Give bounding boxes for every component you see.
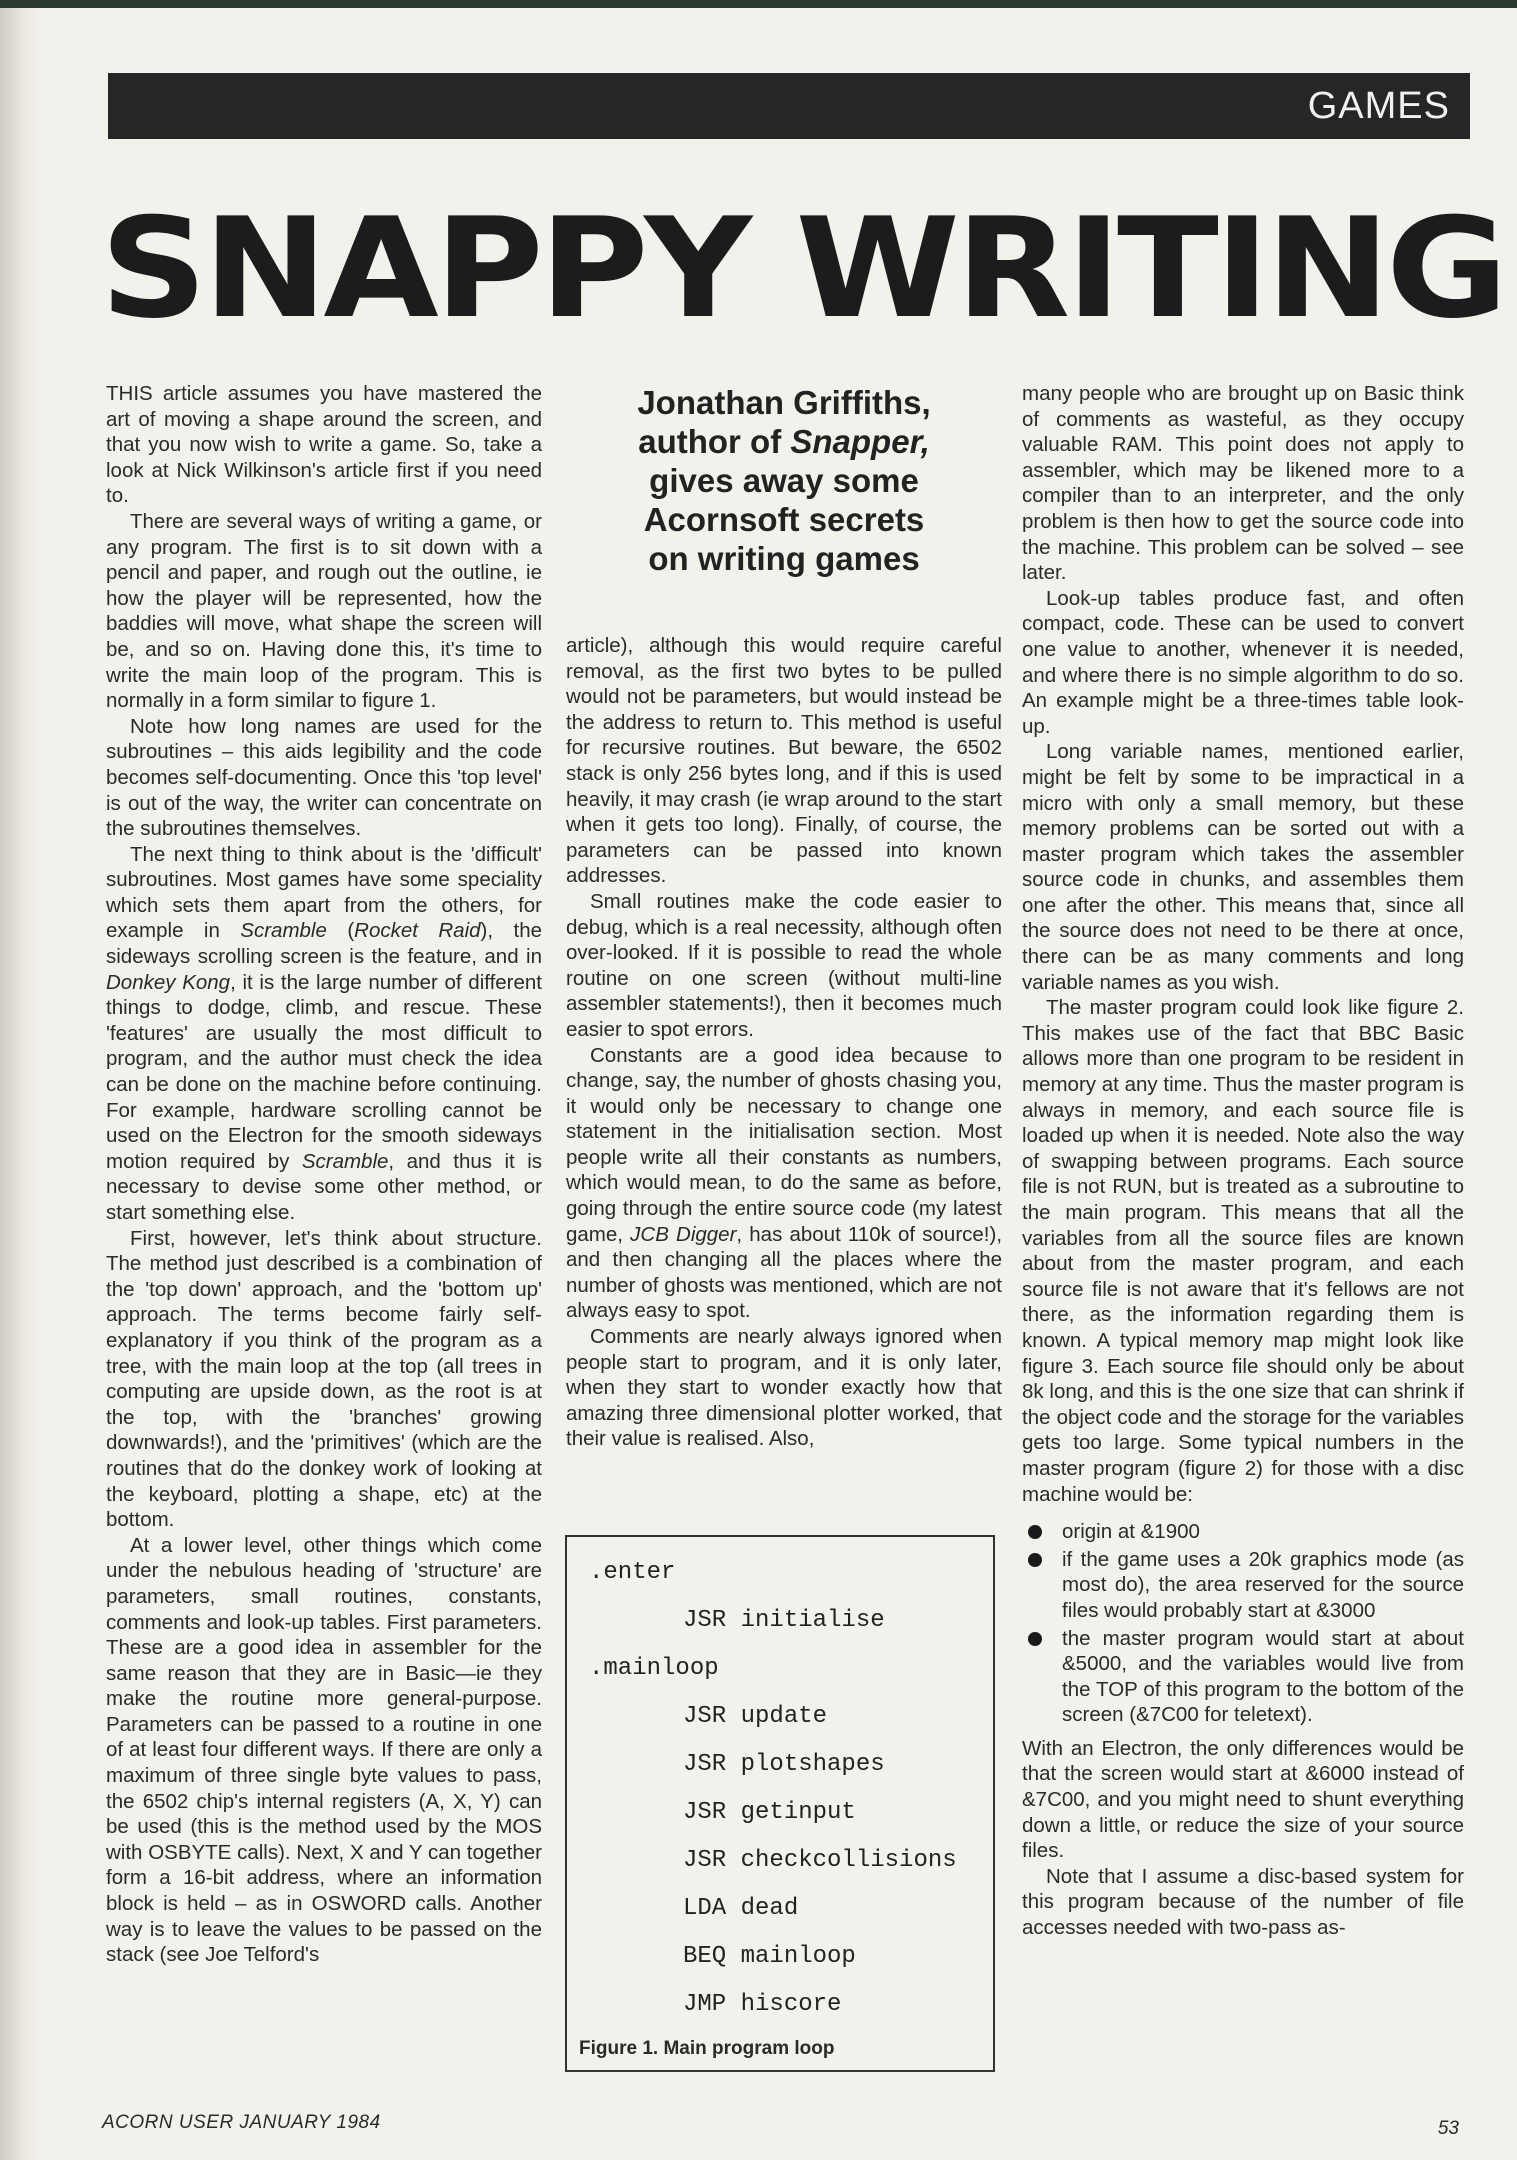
paragraph: With an Electron, the only differences would be that the screen would start at &6000 instead of &7C00, and you might need to shunt everything down a little, or reduce the size of your source files. [1022, 1736, 1464, 1863]
paragraph: There are several ways of writing a game, or any program. The first is to sit down with a pencil and paper, and rough out the outline, ie how the player will be represented, how the baddies will move, what shape the screen will be, and so on. Having done this, it's time to write the main loop of the program. This is normally in a form similar to figure 1. [106, 509, 542, 713]
page-number: 53 [1437, 2118, 1459, 2139]
publication-footer: ACORN USER JANUARY 1984 [102, 2112, 381, 2133]
game-title: Rocket Raid [354, 919, 481, 943]
paragraph: First, however, let's think about structure. The method just described is a combination of the 'top down' approach, and the 'bottom up' approach. The terms become fairly self-explanatory if you think of the program as a tree, with the main loop at the top (all trees in computing are upside down, as the root is at the top, with the 'branches' growing downwards!), and the 'primitives' (which are the routines that do the donkey work of looking at the keyboard, plotting a shape, etc) at the bottom. [106, 1226, 542, 1532]
code-line: BEQ mainloop [683, 1943, 856, 1970]
game-title: Scramble [301, 1149, 389, 1173]
paragraph: article), although this would require careful removal, as the first two bytes to be pulled would not be parameters, but would instead be the address to return to. This method is useful for recursive routines. But beware, the 6502 stack is only 256 bytes long, and if this is used heavily, it may crash (ie wrap around to the start when it gets too long). Finally, of course, the parameters can be passed into known addresses. [566, 634, 1002, 888]
code-line: .mainloop [589, 1655, 719, 1682]
article-headline: SNAPPY WRITING [100, 188, 1505, 349]
paragraph: Note that I assume a disc-based system for this program because of the number of file accesses needed with two-pass as- [1022, 1864, 1464, 1940]
code-line: JSR plotshapes [683, 1751, 885, 1778]
paragraph: The master program could look like figure 2. This makes use of the fact that BBC Basic allows more than one program to be resident in memory at any time. Thus the master program is always in memory, and each source file is loaded up when it is needed. Note also the way of swapping between programs. Each source file is not RUN, but is treated as a subroutine to the main program. This means that all the variables from all the source files are known about from the master program, and each source file is not aware that it's fellows are not there, as the information regarding them is known. A typical memory map might look like figure 3. Each source file should only be about 8k long, and this is the one size that can shrink if the object code and the storage for the variables gets too large. Some typical numbers in the master program (figure 2) for those with a disc machine would be: [1022, 996, 1464, 1506]
page-edge-shadow [0, 0, 40, 2160]
section-banner [108, 73, 1470, 139]
game-title: Scramble [240, 919, 327, 943]
paragraph: Look-up tables produce fast, and often compact, code. These can be used to convert one value to another, whenever it is needed, and where there is no simple algorithm to do so. An example might be a three-times table look-up. [1022, 586, 1464, 738]
paragraph: Constants are a good idea because to change, say, the number of ghosts chasing you, it would only be necessary to change one statement in the initialisation section. Most people write all their constants as numbers, which would mean, to do the same as before, going through the entire source code (my latest game, JCB Digger, has about 110k of source!), and then changing all the places where the number of ghosts was mentioned, which are not always easy to spot. [566, 1043, 1003, 1323]
code-line: LDA dead [683, 1895, 799, 1922]
column-1 [106, 381, 542, 1968]
paragraph: many people who are brought up on Basic think of comments as wasteful, as they occupy valuable RAM. This point does not apply to assembler, which may be likened more to a compiler than to an interpreter, and the only problem is then how to get the source code into the machine. This problem can be solved – see later. [1022, 382, 1464, 585]
column-3 [1022, 381, 1464, 1941]
paragraph: THIS article assumes you have mastered the art of moving a shape around the screen, and that you now wish to write a game. So, take a look at Nick Wilkinson's article first if you need to. [106, 382, 542, 508]
top-rule [0, 0, 1517, 8]
code-line: JMP hiscore [683, 1991, 842, 2018]
code-line: JSR initialise [683, 1607, 885, 1634]
paragraph: Small routines make the code easier to debug, which is a real necessity, although often over-looked. If it is possible to read the whole routine on one screen (without multi-line assembler statements!), then it becomes much easier to spot errors. [566, 889, 1002, 1041]
code-line: JSR getinput [683, 1799, 856, 1826]
game-title: Donkey Kong [106, 970, 231, 994]
game-title: Snapper, [790, 423, 930, 460]
bullet-item: the master program would start at about &5000, and the variables would live from the TOP of this program to the bottom of the screen (&7C00 for teletext). [1022, 1626, 1464, 1728]
game-title: JCB Digger [630, 1222, 737, 1246]
paragraph: At a lower level, other things which come under the nebulous heading of 'structure' are parameters, small routines, constants, comments and look-up tables. First parameters. These are a good idea in assembler for the same reason that they are in Basic—ie they make the routine more general-purpose. Parameters can be passed to a routine in one of at least four different ways. If there are only a maximum of three single byte values to pass, the 6502 chip's internal registers (A, X, Y) can be used (this is the method used by the MOS with OSBYTE calls). Next, X and Y can together form a 16-bit address, where an information block is held – as in OSWORD calls. Another way is to leave the values to be passed on the stack (see Joe Telford's [106, 1533, 542, 1967]
figure-1-box [565, 1535, 995, 2072]
code-line: JSR update [683, 1703, 828, 1730]
code-line: JSR checkcollisions [683, 1847, 957, 1874]
paragraph: Comments are nearly always ignored when people start to program, and it is only later, when they start to wonder exactly how that amazing three dimensional plotter worked, that their value is realised. Also, [566, 1325, 1002, 1451]
figure-caption: Figure 1. Main program loop [579, 2038, 835, 2059]
paragraph: The next thing to think about is the 'difficult' subroutines. Most games have some speciality which sets them apart from the others, for example in Scramble (Rocket Raid), the sideways scrolling screen is the feature, and in Donkey Kong, it is the large number of different things to dodge, climb, and rescue. These 'features' are usually the most difficult to program, and the author must check the idea can be done on the machine before continuing. For example, hardware scrolling cannot be used on the Electron for the smooth sideways motion required by Scramble, and thus it is necessary to devise some other method, or start something else. [106, 842, 542, 1224]
column-2 [566, 633, 1002, 1452]
standfirst: Jonathan Griffiths, author of Snapper, gives away some Acornsoft secrets on writing games [637, 384, 931, 577]
code-line: .enter [589, 1559, 676, 1586]
paragraph: Note how long names are used for the subroutines – this aids legibility and the code becomes self-documenting. Once this 'top level' is out of the way, the writer can concentrate on the subroutines themselves. [106, 714, 542, 841]
bullet-list [1022, 1519, 1464, 1728]
paragraph: Long variable names, mentioned earlier, might be felt by some to be impractical in a micro with only a small memory, but these memory problems can be sorted out with a master program which takes the assembler source code in chunks, and assembles them one after the other. This means that, since all the source does not need to be there at once, there can be as many comments and long variable names as you wish. [1022, 740, 1464, 994]
section-label: GAMES [1307, 85, 1450, 127]
bullet-item: if the game uses a 20k graphics mode (as most do), the area reserved for the source files would probably start at &3000 [1022, 1547, 1464, 1624]
bullet-item: origin at &1900 [1022, 1519, 1464, 1545]
